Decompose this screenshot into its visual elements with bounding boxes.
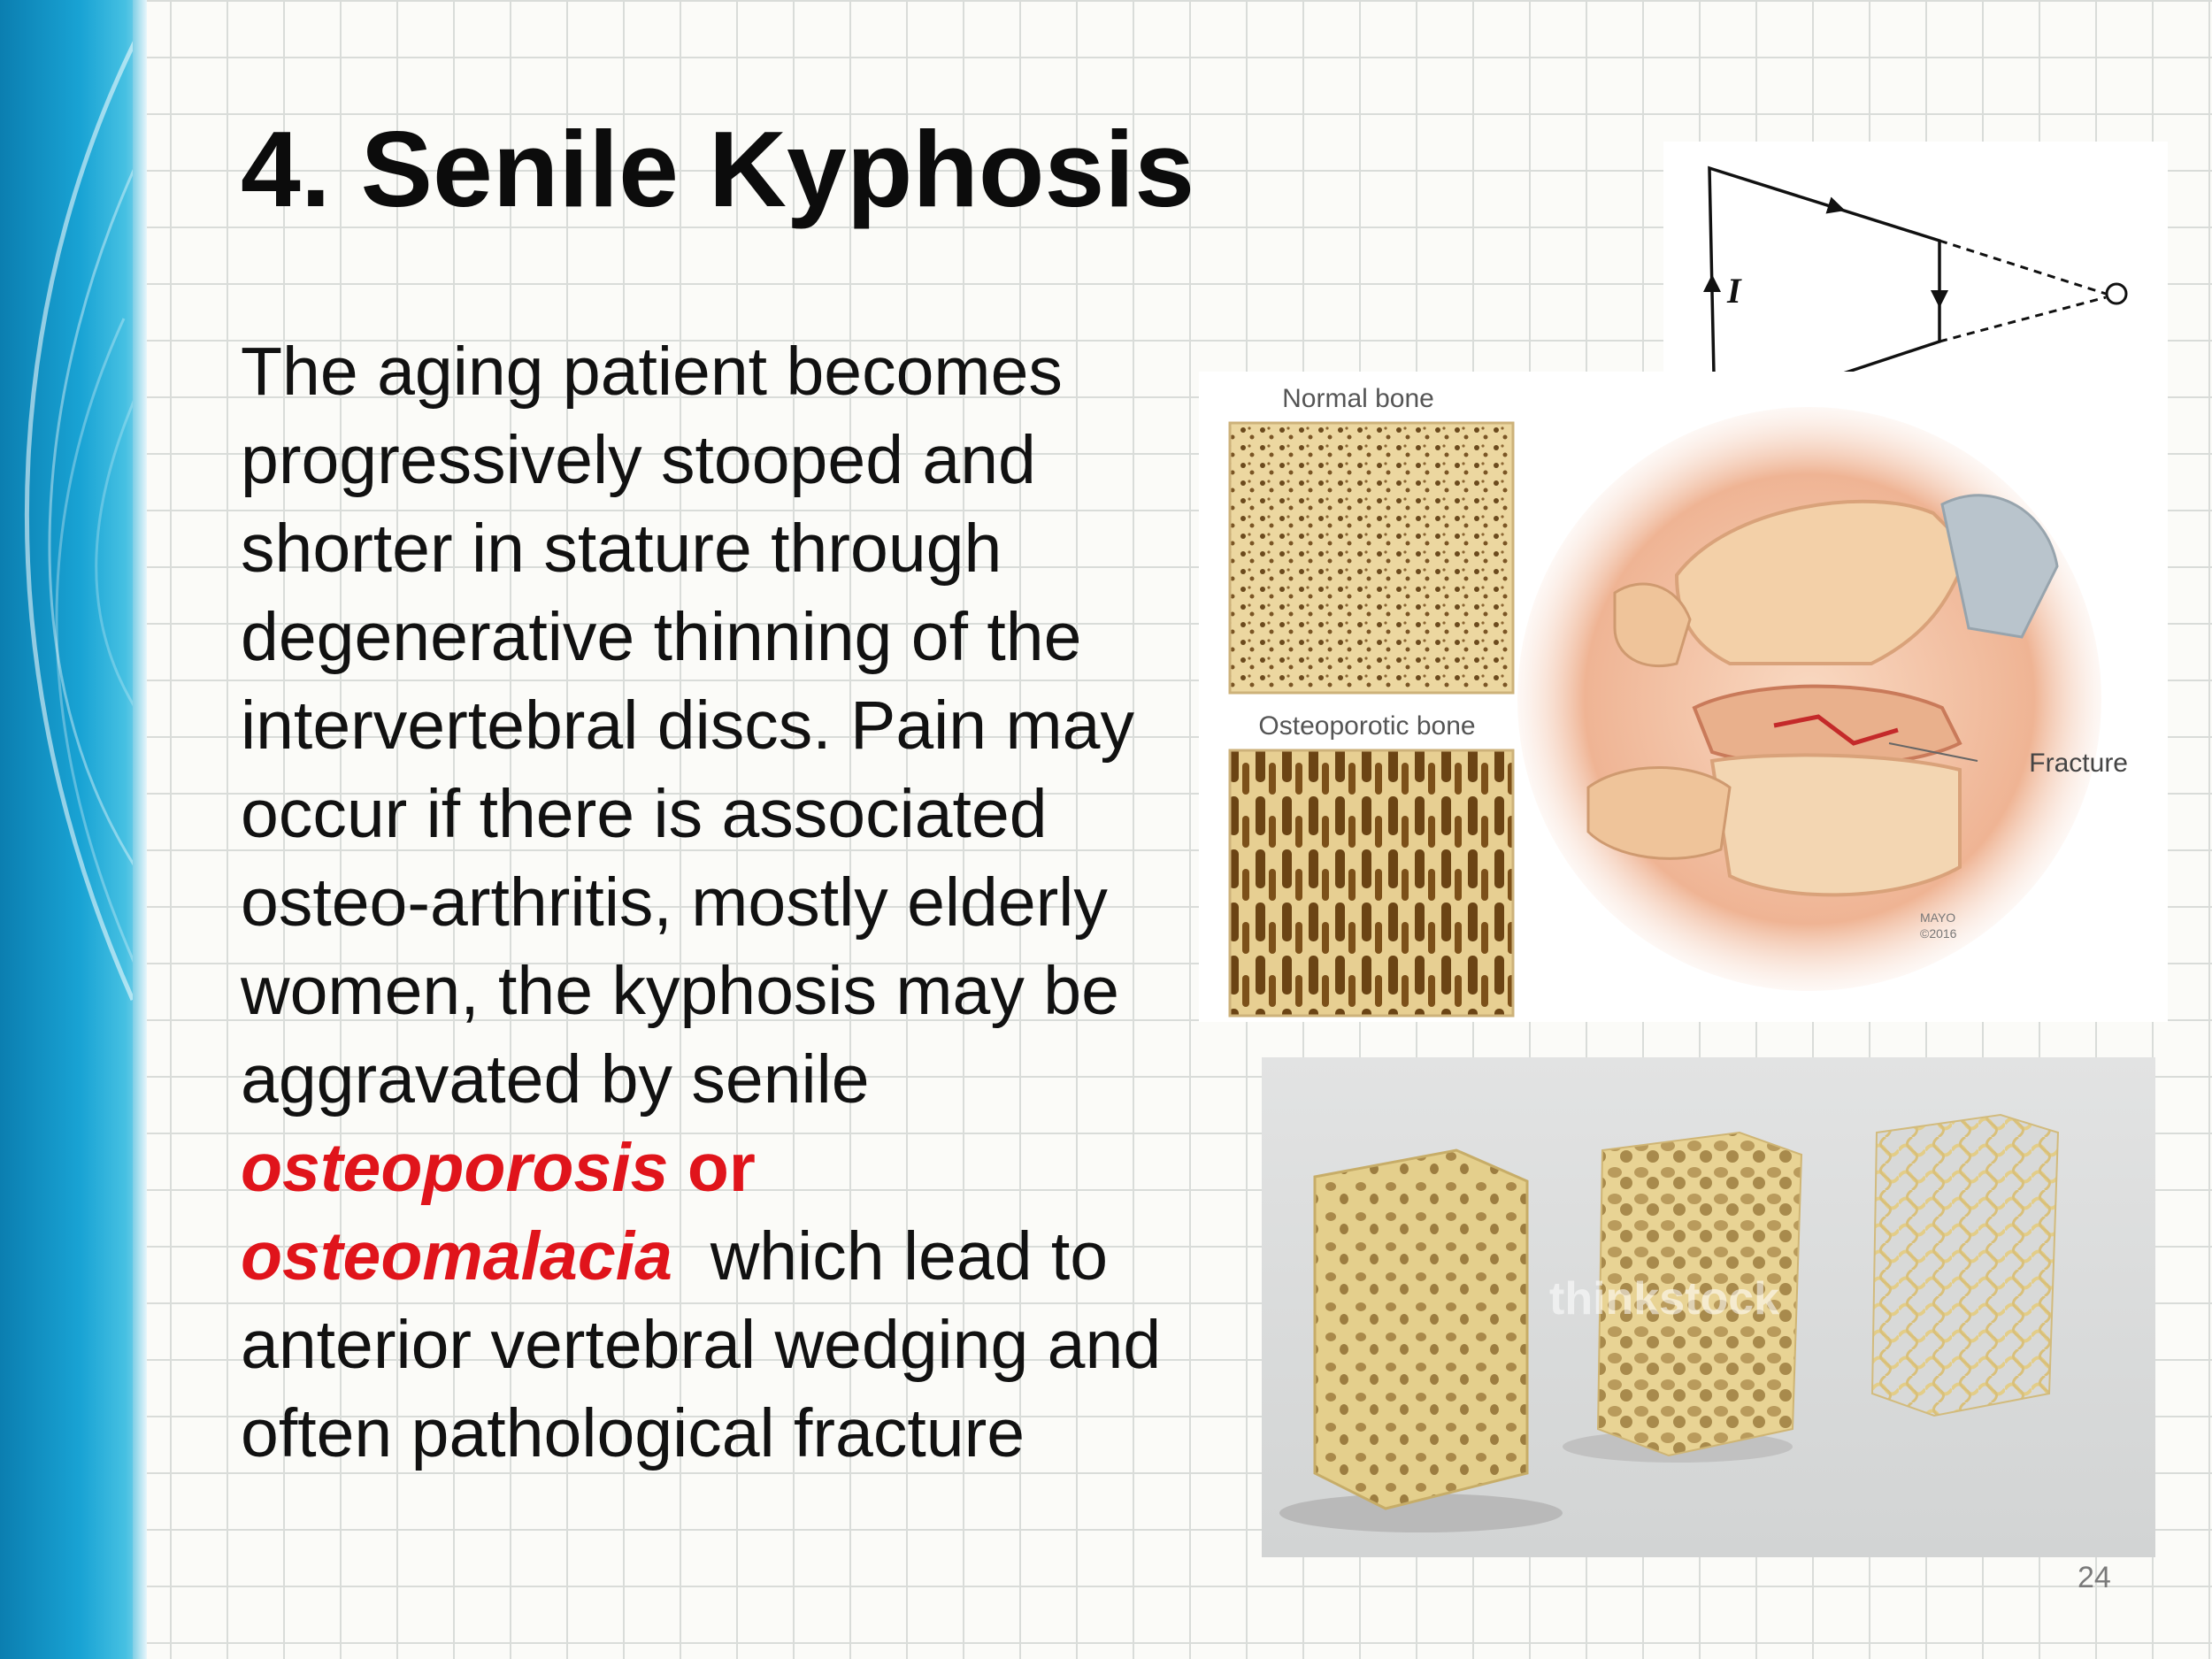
normal-bone-label: Normal bone [1282, 384, 1434, 413]
body-line: shorter in stature through [241, 511, 1002, 587]
fracture-label: Fracture [2029, 749, 2128, 778]
credit-line-2: ©2016 [1920, 926, 1957, 941]
body-line: degenerative thinning of the [241, 599, 1082, 675]
slide-number: 24 [2078, 1561, 2111, 1594]
osteoporosis-term: osteoporosis [241, 1130, 669, 1206]
bone-comparison-figure [1199, 372, 2168, 1022]
swoosh-decoration [0, 0, 147, 1659]
credit-line-1: MAYO [1920, 910, 1956, 925]
body-line: aggravated by senile [241, 1041, 870, 1118]
body-line: anterior vertebral wedging and [241, 1307, 1162, 1383]
band-edge [133, 0, 147, 1659]
osteomalacia-term: osteomalacia [241, 1218, 672, 1294]
point-label: O [2129, 306, 2130, 307]
body-line: often pathological fracture [241, 1395, 1025, 1471]
fractured-spine-illustration [1517, 407, 2101, 991]
body-line: intervertebral discs. Pain may [241, 687, 1134, 764]
body-text-fragment: which lead to [672, 1218, 1109, 1294]
current-label: I [1727, 271, 1741, 311]
trabecular-bone-photo [1262, 1057, 2155, 1557]
osteoporotic-bone-label: Osteoporotic bone [1258, 711, 1476, 741]
bone-illustration [1199, 372, 2168, 1022]
or-connector: or [668, 1130, 756, 1206]
emphasis-line [241, 1124, 1258, 1212]
body-line: women, the kyphosis may be [241, 953, 1119, 1029]
body-line: progressively stooped and [241, 422, 1036, 498]
body-line: osteo-arthritis, mostly elderly [241, 864, 1108, 941]
normal-bone-sample [1230, 423, 1513, 693]
decorative-side-band [0, 0, 147, 1659]
body-line: The aging patient becomes [241, 334, 1063, 410]
slide-title: 4. Senile Kyphosis [241, 109, 1195, 229]
bone-cubes-image [1262, 1057, 2155, 1557]
body-line: occur if there is associated [241, 776, 1048, 852]
emphasis-line [241, 1212, 1258, 1301]
osteoporotic-bone-sample [1230, 750, 1513, 1016]
body-paragraph [241, 327, 1258, 1478]
watermark-text: thinkstock [1549, 1273, 1780, 1325]
